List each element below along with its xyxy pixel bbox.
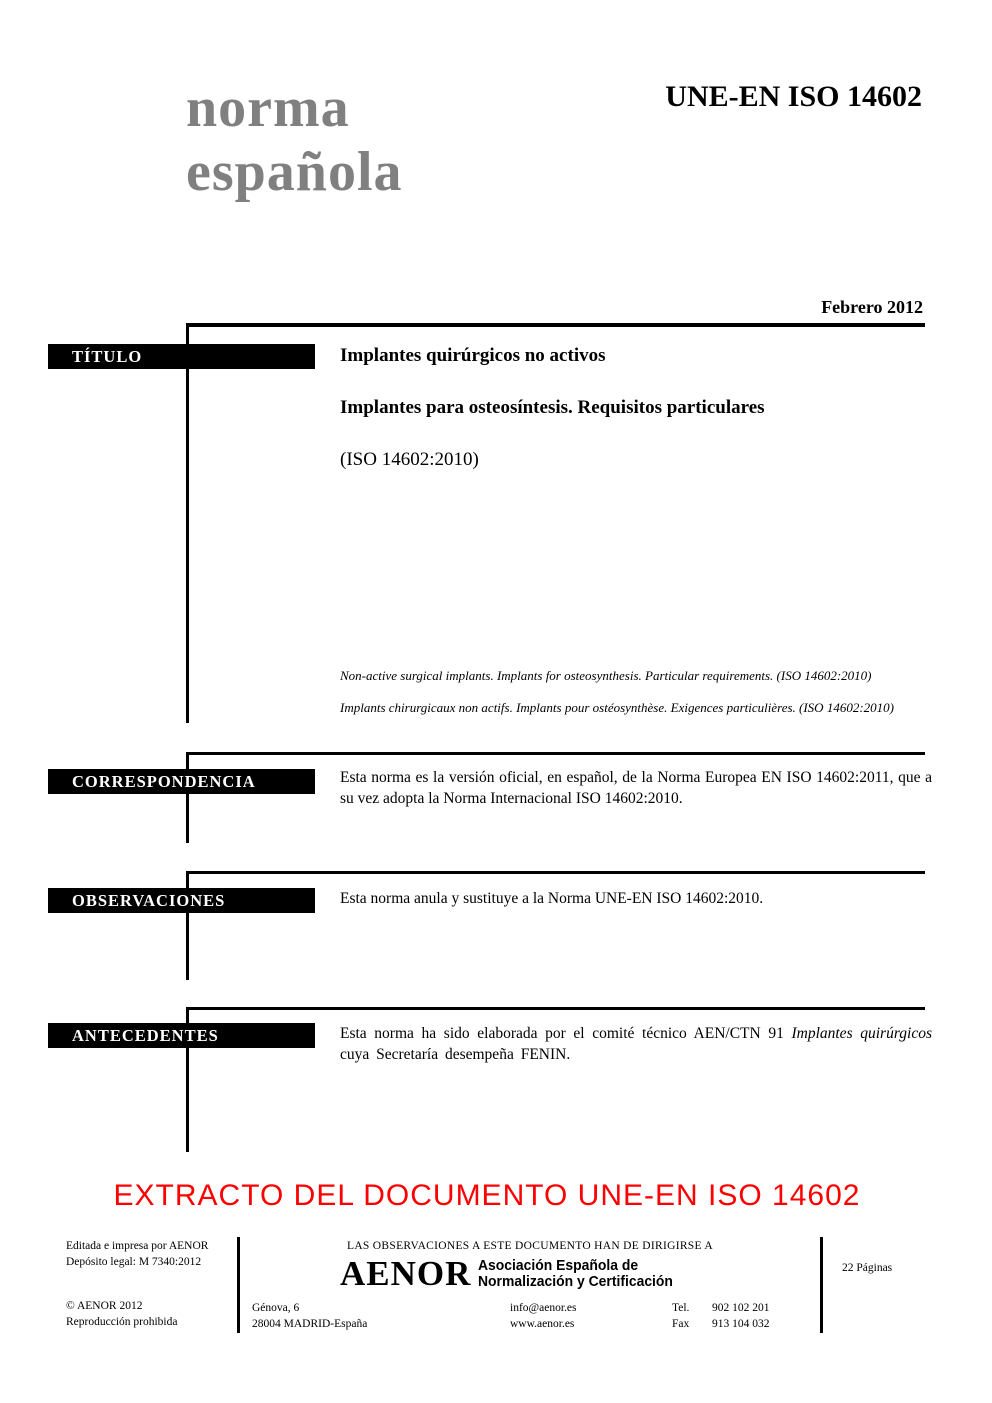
vertical-rule-correspondencia	[186, 752, 189, 843]
observaciones-text: Esta norma anula y sustituye a la Norma UNE-EN ISO 14602:2010.	[340, 890, 764, 907]
section-bar-correspondencia	[48, 769, 315, 794]
publication-date: Febrero 2012	[821, 297, 923, 317]
title-iso-reference: (ISO 14602:2010)	[340, 449, 479, 470]
footer-address-street: Génova, 6	[252, 1302, 300, 1314]
correspondencia-text: Esta norma es la versión oficial, en español, de la Norma Europea EN ISO 14602:2011, que a su vez adopta la Norma Internacional ISO 14602:2010.	[340, 769, 932, 807]
footer-fax-row	[672, 1316, 770, 1332]
title-english: Non-active surgical implants. Implants for osteosynthesis. Particular requirements. (ISO 14602:2010)	[340, 668, 872, 683]
footer-divider-left	[237, 1237, 240, 1333]
extracto-banner: EXTRACTO DEL DOCUMENTO UNE-EN ISO 14602	[113, 1179, 861, 1212]
title-spanish-line-1: Implantes quirúrgicos no activos	[340, 345, 606, 366]
title-spanish-line-2: Implantes para osteosíntesis. Requisitos particulares	[340, 397, 765, 418]
footer-editada: Editada e impresa por AENOR	[66, 1240, 209, 1252]
section-label-antecedentes: ANTECEDENTES	[72, 1025, 219, 1045]
footer-left-column	[66, 1238, 208, 1330]
footer-address	[252, 1300, 367, 1332]
brand-wordmark	[186, 76, 403, 204]
footer-deposito: Depósito legal: M 7340:2012	[66, 1256, 202, 1268]
page-count: 22 Páginas	[842, 1262, 893, 1274]
antecedentes-text-after: cuya Secretaría desempeña FENIN.	[340, 1045, 571, 1063]
footer-notice: LAS OBSERVACIONES A ESTE DOCUMENTO HAN DE DIRIGIRSE A	[347, 1240, 713, 1252]
antecedentes-text-italic: Implantes quirúrgicos	[791, 1025, 932, 1042]
rule-observaciones	[186, 871, 925, 874]
brand-line-1: norma	[186, 77, 350, 139]
aenor-org-line-2: Normalización y Certificación	[478, 1274, 673, 1290]
title-french: Implants chirurgicaux non actifs. Implants pour ostéosynthèse. Exigences particulières. (ISO 14602:2010)	[340, 700, 894, 715]
footer-fax-number: 913 104 032	[712, 1318, 770, 1330]
top-rule	[186, 323, 925, 327]
section-bar-titulo	[48, 344, 315, 369]
section-bar-antecedentes	[48, 1023, 315, 1048]
section-label-titulo: TÍTULO	[72, 346, 143, 366]
vertical-rule-titulo	[186, 323, 189, 723]
antecedentes-text	[340, 1024, 932, 1065]
footer-tel-label: Tel.	[672, 1302, 690, 1314]
footer-tel-row	[672, 1300, 770, 1316]
footer-fax-label: Fax	[672, 1318, 690, 1330]
footer-email: info@aenor.es	[510, 1302, 577, 1314]
brand-line-2: española	[186, 141, 403, 203]
footer-copyright: © AENOR 2012	[66, 1300, 143, 1312]
footer-reproduccion: Reproducción prohibida	[66, 1316, 178, 1328]
rule-correspondencia	[186, 752, 925, 755]
document-code: UNE-EN ISO 14602	[665, 80, 922, 113]
rule-antecedentes	[186, 1007, 925, 1010]
footer-website: www.aenor.es	[510, 1318, 575, 1330]
footer-address-city: 28004 MADRID-España	[252, 1318, 368, 1330]
aenor-logo: AENOR	[340, 1254, 472, 1293]
aenor-org-line-1: Asociación Española de	[478, 1258, 639, 1274]
footer-divider-right	[820, 1237, 823, 1333]
aenor-org-name	[478, 1258, 673, 1290]
section-bar-observaciones	[48, 888, 315, 913]
antecedentes-text-before: Esta norma ha sido elaborada por el comité técnico AEN/CTN 91	[340, 1025, 792, 1042]
section-label-correspondencia: CORRESPONDENCIA	[72, 771, 256, 791]
footer-tel-number: 902 102 201	[712, 1302, 770, 1314]
footer-contacts-web	[510, 1300, 576, 1332]
footer-telfax	[672, 1300, 770, 1332]
section-label-observaciones: OBSERVACIONES	[72, 890, 226, 910]
